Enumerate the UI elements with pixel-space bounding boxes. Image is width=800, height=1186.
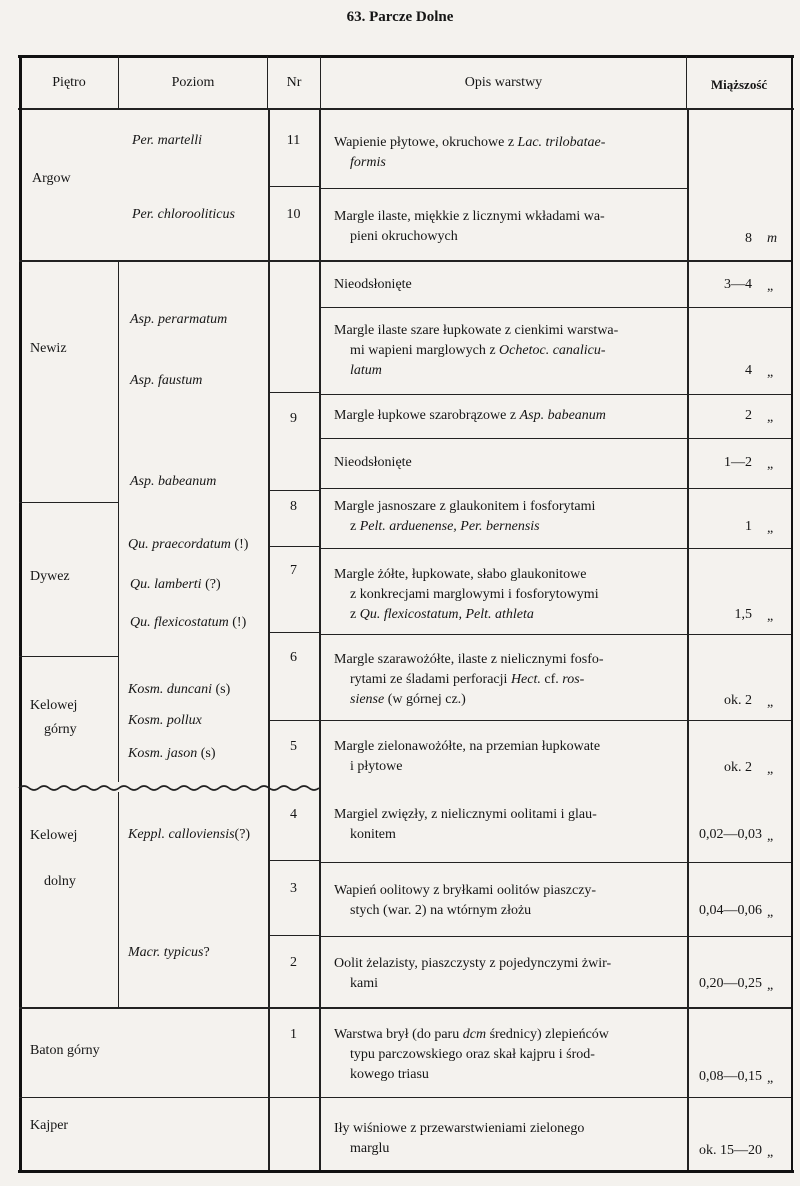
thickness-value: 4 [745,363,752,378]
description-line: kami [350,976,378,991]
layer-number: 3 [290,881,297,896]
description-text: Margle łupkowe szarobrązowe z [334,408,520,423]
miazszosc-separator [687,862,791,863]
description-line [334,134,605,152]
pietro-label-line2: górny [44,722,77,737]
opis-separator [319,394,687,395]
opis-separator [319,188,687,189]
pietro-label: Argow [32,171,71,186]
table-left-border [19,55,22,1172]
header-bottom-border [18,108,794,110]
header-miazszosc: Miąższość [710,77,768,92]
description-text: Wapienie płytowe, okruchowe z [334,135,518,150]
thickness-unit: „ [767,1145,774,1160]
poziom-entry [128,681,230,699]
thickness-unit: m [767,231,778,246]
nr-separator [268,632,319,633]
description-line: Wapień oolitowy z bryłkami oolitów piaszczy- [334,883,597,898]
description-taxon: Lac. trilobatae- [517,135,606,150]
unconformity-wavy-line [19,780,319,796]
poziom-label: Qu. praecordatum [128,537,231,552]
description-taxon: Hect. [510,672,541,687]
thickness-unit: „ [767,829,774,844]
poziom-label: Macr. typicus [128,945,204,960]
description-taxon: dcm [462,1027,487,1042]
nr-separator [268,392,319,393]
poziom-entry [130,576,221,594]
thickness-value: 0,04—0,06 [699,903,762,918]
poziom-entry [128,944,210,962]
miazszosc-separator [687,720,791,721]
description-taxon: Qu. flexicostatum, Pelt. athleta [359,607,534,622]
thickness-unit: „ [767,457,774,472]
pietro-label: Kelowej [30,828,78,843]
pietro-label: Dywez [30,569,70,584]
layer-number: 10 [286,207,301,222]
thickness-unit: „ [767,410,774,425]
poziom-entry [128,745,216,763]
thickness-value: 1 [745,519,752,534]
thickness-unit: „ [767,609,774,624]
stage-separator [19,1097,791,1098]
description-line: Margle zielonawożółte, na przemian łupkowate [334,739,601,754]
description-line: Margle ilaste szare łupkowate z cienkimi warstwa- [334,323,619,338]
description-line: latum [350,363,382,378]
poziom-label: Keppl. calloviensis [128,827,235,842]
column-line-poziom [118,792,119,1007]
thickness-value: 2 [745,408,752,423]
poziom-entry [128,536,248,554]
description-line: pieni okruchowych [350,229,458,244]
description-line [350,342,606,360]
description-text: mi wapieni marglowych z [350,343,500,358]
description-line: Nieodsłonięte [334,277,412,292]
opis-separator [319,720,687,721]
description-line: konitem [350,827,396,842]
miazszosc-separator [687,634,791,635]
pietro-label: Kajper [30,1118,69,1133]
description-taxon: Asp. babeanum [519,408,606,423]
nr-separator [268,720,319,721]
poziom-label: Kosm. duncani [128,682,212,697]
thickness-value: 3—4 [724,277,752,292]
poziom-label: Kosm. jason [128,746,198,761]
poziom-note: (s) [200,746,216,761]
pietro-label: Kelowej [30,698,78,713]
table-bottom-border [18,1170,794,1173]
poziom-entry [128,826,250,844]
poziom-label: Asp. perarmatum [130,312,228,327]
thickness-value: ok. 15—20 [699,1143,762,1158]
poziom-note: (!) [234,537,249,552]
stage-separator [19,260,791,262]
description-line: Margle szarawożółte, ilaste z nielicznymi fosfo- [334,652,604,667]
thickness-value: 1—2 [724,455,752,470]
opis-separator [319,307,687,308]
header-pietro: Piętro [52,75,86,90]
thickness-unit: „ [767,978,774,993]
poziom-label: Kosm. pollux [128,713,202,728]
thickness-value: ok. 2 [724,760,752,775]
layer-number: 1 [290,1027,297,1042]
poziom-note: (?) [205,577,221,592]
description-line: Margiel zwięzły, z nielicznymi oolitami i glau- [334,807,597,822]
poziom-note: (s) [215,682,231,697]
thickness-unit: „ [767,762,774,777]
layer-number: 11 [286,133,301,148]
opis-separator [319,488,687,489]
description-line [350,671,584,689]
poziom-label: Per. martelli [132,133,202,148]
description-line: Oolit żelazisty, piaszczysty z pojedynczymi żwir- [334,956,612,971]
description-line: stych (war. 2) na wtórnym złożu [350,903,532,918]
layer-number: 6 [290,650,297,665]
nr-separator [268,860,319,861]
thickness-unit: „ [767,905,774,920]
description-taxon: siense [350,692,385,707]
description-taxon: ros- [562,672,585,687]
header-nr: Nr [286,75,302,90]
thickness-value: 0,08—0,15 [699,1069,762,1084]
nr-separator [268,935,319,936]
thickness-value: ok. 2 [724,693,752,708]
layer-number: 4 [290,807,297,822]
description-line [334,1026,609,1044]
layer-number: 9 [290,411,297,426]
nr-separator [268,546,319,547]
thickness-unit: „ [767,1071,774,1086]
opis-separator [319,862,687,863]
column-line-opis [319,108,321,1170]
poziom-entry [130,614,246,632]
description-text: z [350,607,360,622]
header-poziom: Poziom [171,75,215,90]
header-opis: Opis warstwy [464,75,543,90]
description-text: Warstwa brył (do paru [334,1027,463,1042]
description-line: i płytowe [350,759,403,774]
table-right-border [791,55,793,1172]
pietro-separator [19,502,118,503]
poziom-label: Qu. lamberti [130,577,202,592]
description-line [350,606,534,624]
description-line: Iły wiśniowe z przewarstwieniami zielonego [334,1121,585,1136]
description-text: rytami ze śladami perforacji [350,672,511,687]
miazszosc-separator [687,307,791,308]
description-taxon: Pelt. arduenense, Per. bernensis [359,519,540,534]
description-line: kowego triasu [350,1067,429,1082]
description-line [334,407,606,425]
description-line: Margle ilaste, miękkie z licznymi wkładami wa- [334,209,605,224]
miazszosc-separator [687,936,791,937]
description-text: z [350,519,360,534]
miazszosc-separator [687,438,791,439]
description-line: marglu [350,1141,390,1156]
description-line: Margle żółte, łupkowate, słabo glaukonitowe [334,567,587,582]
pietro-label: Baton górny [30,1043,100,1058]
description-line: typu parczowskiego oraz skał kajpru i środ- [350,1047,595,1062]
column-line-miazszosc [687,108,689,1170]
description-line: z konkrecjami marglowymi i fosforytowymi [350,587,599,602]
table-top-border [18,55,794,58]
thickness-unit: „ [767,279,774,294]
description-line [350,691,466,709]
stage-separator [19,1007,791,1009]
layer-number: 7 [290,563,297,578]
description-text: cf. [540,672,563,687]
opis-separator [319,548,687,549]
thickness-unit: „ [767,695,774,710]
opis-separator [319,634,687,635]
opis-separator [319,936,687,937]
poziom-note: (?) [234,827,251,842]
thickness-unit: „ [767,365,774,380]
poziom-label: Asp. babeanum [130,474,217,489]
opis-separator [319,438,687,439]
description-taxon: Ochetoc. canalicu- [499,343,606,358]
layer-number: 5 [290,739,297,754]
page-title: 63. Parcze Dolne [346,9,454,25]
poziom-note: (!) [232,615,247,630]
description-line: Nieodsłonięte [334,455,412,470]
column-line-poziom [118,262,119,782]
thickness-unit: „ [767,521,774,536]
nr-separator [268,186,319,187]
miazszosc-separator [687,548,791,549]
description-line: Margle jasnoszare z glaukonitem i fosforytami [334,499,596,514]
description-line [350,518,540,536]
poziom-note: ? [203,945,210,960]
layer-number: 2 [290,955,297,970]
poziom-label: Per. chlorooliticus [132,207,235,222]
column-line-nr [268,108,270,1170]
thickness-value: 8 [745,231,752,246]
thickness-value: 0,20—0,25 [699,976,762,991]
thickness-value: 0,02—0,03 [699,827,762,842]
poziom-label: Qu. flexicostatum [130,615,229,630]
thickness-value: 1,5 [734,607,752,622]
nr-separator [268,490,319,491]
miazszosc-separator [687,394,791,395]
pietro-label-line2: dolny [44,874,76,889]
description-line: formis [350,155,386,170]
description-text: średnicy) zlepieńców [486,1027,609,1042]
poziom-label: Asp. faustum [130,373,203,388]
description-text: (w górnej cz.) [384,692,466,707]
layer-number: 8 [290,499,297,514]
pietro-label: Newiz [30,341,67,356]
pietro-separator [19,656,118,657]
miazszosc-separator [687,488,791,489]
